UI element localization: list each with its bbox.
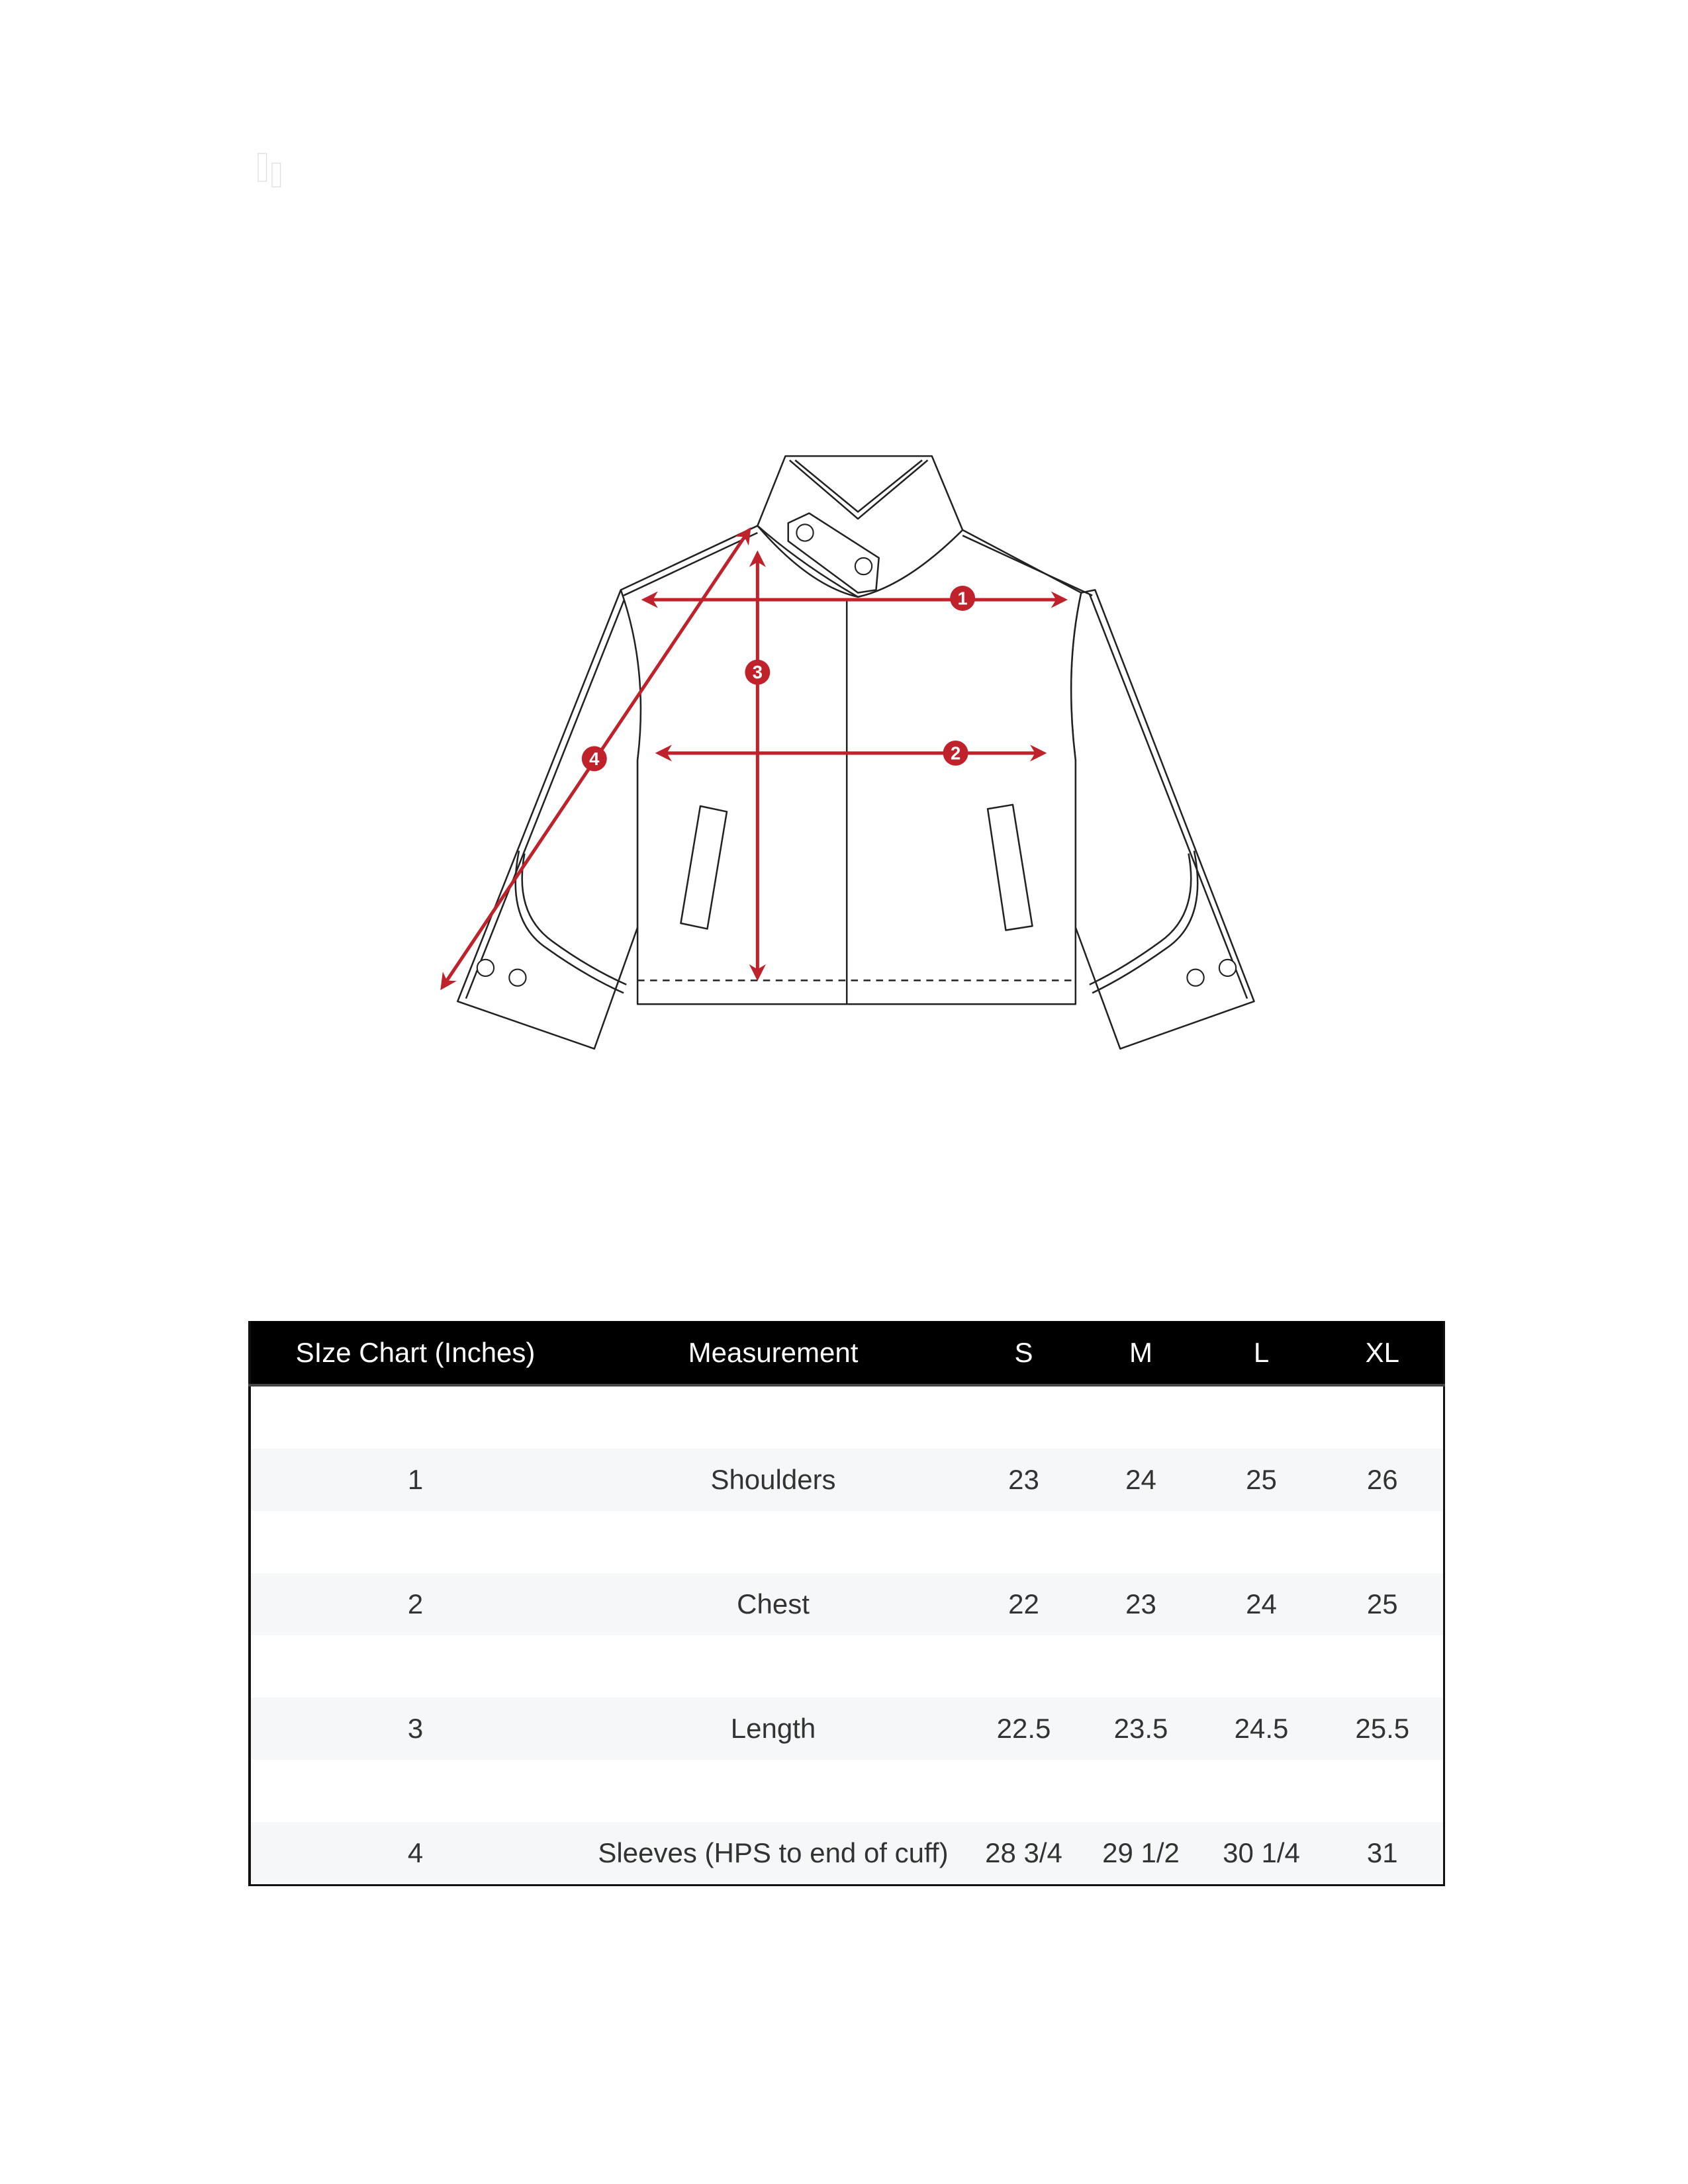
spacer-row (250, 1511, 1444, 1573)
row-id: 4 (250, 1822, 580, 1886)
value-xl: 26 (1322, 1449, 1444, 1511)
table-row (250, 1822, 1444, 1886)
row-id: 1 (250, 1449, 580, 1511)
row-measurement: Shoulders (580, 1449, 966, 1511)
button-icon (855, 558, 872, 574)
value-xl: 25 (1322, 1573, 1444, 1635)
value-m: 23.5 (1081, 1698, 1201, 1760)
marker-1: 1 (957, 588, 968, 609)
marker-2: 2 (950, 743, 961, 764)
value-xl: 25.5 (1322, 1698, 1444, 1760)
header-m: M (1081, 1321, 1201, 1385)
row-id: 2 (250, 1573, 580, 1635)
row-measurement: Length (580, 1698, 966, 1760)
value-s: 22.5 (966, 1698, 1081, 1760)
spacer-row (250, 1760, 1444, 1822)
button-icon (509, 970, 526, 986)
value-l: 24.5 (1201, 1698, 1322, 1760)
row-id: 3 (250, 1698, 580, 1760)
marker-4: 4 (589, 748, 600, 769)
button-icon (477, 960, 494, 976)
value-xl: 31 (1322, 1822, 1444, 1886)
table-row (250, 1698, 1444, 1760)
header-l: L (1201, 1321, 1322, 1385)
row-measurement: Sleeves (HPS to end of cuff) (580, 1822, 966, 1886)
table-header-row (250, 1321, 1444, 1385)
value-m: 24 (1081, 1449, 1201, 1511)
header-s: S (966, 1321, 1081, 1385)
row-measurement: Chest (580, 1573, 966, 1635)
value-m: 29 1/2 (1081, 1822, 1201, 1886)
button-icon (1219, 960, 1236, 976)
header-measurement: Measurement (580, 1321, 966, 1385)
marker-3: 3 (752, 662, 763, 683)
value-l: 24 (1201, 1573, 1322, 1635)
table-row (250, 1573, 1444, 1635)
header-xl: XL (1322, 1321, 1444, 1385)
table-row (250, 1449, 1444, 1511)
spacer-row (250, 1385, 1444, 1449)
size-chart-table (248, 1321, 1445, 1886)
button-icon (796, 524, 813, 541)
spacer-row (250, 1635, 1444, 1698)
button-icon (1187, 970, 1203, 986)
value-l: 25 (1201, 1449, 1322, 1511)
value-s: 23 (966, 1449, 1081, 1511)
value-s: 22 (966, 1573, 1081, 1635)
value-l: 30 1/4 (1201, 1822, 1322, 1886)
value-m: 23 (1081, 1573, 1201, 1635)
faint-thumbnail-icon (258, 154, 281, 187)
value-s: 28 3/4 (966, 1822, 1081, 1886)
header-size-chart: SIze Chart (Inches) (250, 1321, 580, 1385)
